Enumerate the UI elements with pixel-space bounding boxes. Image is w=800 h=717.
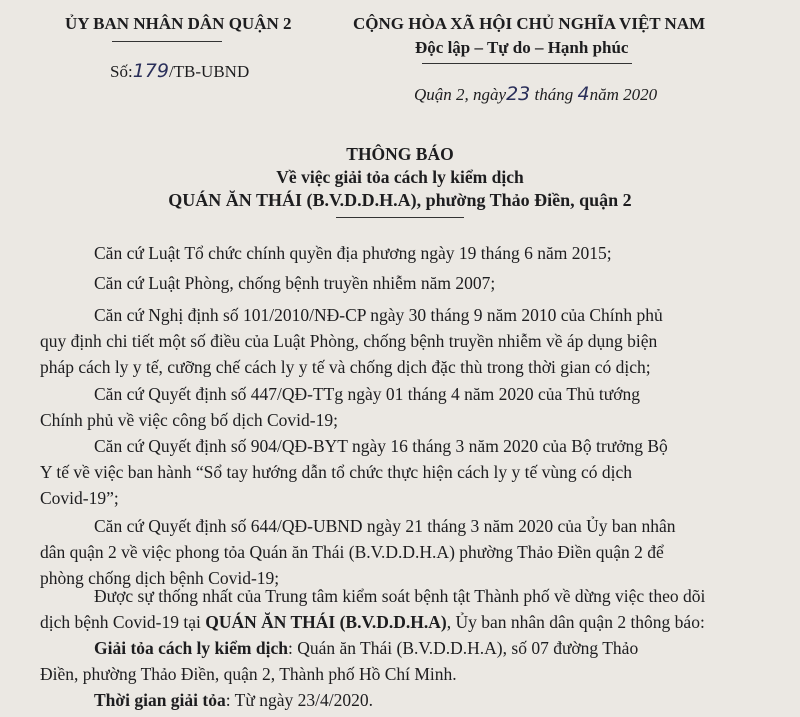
paragraph-legal-basis-3 <box>40 302 762 380</box>
release-line1: : Quán ăn Thái (B.V.D.D.H.A), số 07 đường Thảo <box>287 638 639 658</box>
paragraph-legal-basis-1 <box>40 240 762 266</box>
doc-no-prefix: Số: <box>110 62 133 81</box>
month-label: tháng <box>534 85 574 104</box>
notice-heading: THÔNG BÁO <box>346 144 454 164</box>
p7-line1: Được sự thống nhất của Trung tâm kiểm soát bệnh tật Thành phố về dừng việc theo dõi <box>94 586 706 606</box>
p5-line2: Y tế về việc ban hành “Sổ tay hướng dẫn tổ chức thực hiện cách ly y tế vùng có dịch <box>40 462 633 482</box>
p1-text: Căn cứ Luật Tổ chức chính quyền địa phương ngày 19 tháng 6 năm 2015; <box>94 243 612 263</box>
doc-no-handwritten: 179 <box>132 60 169 82</box>
motto-underline <box>422 63 632 64</box>
month-handwritten: 4 <box>577 83 590 105</box>
p6-line2: dân quận 2 về việc phong tỏa Quán ăn Thái (B.V.D.D.H.A) phường Thảo Điền quận 2 để <box>40 542 664 562</box>
p3-line3: pháp cách ly y tế, cưỡng chế cách ly y tế và chống dịch đặc thù trong thời gian có dịch; <box>40 357 651 377</box>
p2-text: Căn cứ Luật Phòng, chống bệnh truyền nhiễm năm 2007; <box>94 273 496 293</box>
paragraph-agreement <box>40 583 762 635</box>
agency-name: ỦY BAN NHÂN DÂN QUẬN 2 <box>65 14 292 33</box>
p5-line1: Căn cứ Quyết định số 904/QĐ-BYT ngày 16 tháng 3 năm 2020 của Bộ trưởng Bộ <box>94 436 668 456</box>
release-time-text: : Từ ngày 23/4/2020. <box>225 690 373 710</box>
paragraph-legal-basis-2 <box>40 270 762 296</box>
nation-title: CỘNG HÒA XÃ HỘI CHỦ NGHĨA VIỆT NAM <box>353 14 706 33</box>
p4-line2: Chính phủ về việc công bố dịch Covid-19; <box>40 410 338 430</box>
agency-underline <box>112 41 222 42</box>
p4-line1: Căn cứ Quyết định số 447/QĐ-TTg ngày 01 tháng 4 năm 2020 của Thủ tướng <box>94 384 641 404</box>
title-underline <box>336 217 464 218</box>
paragraph-legal-basis-4 <box>40 381 762 433</box>
p6-line3: phòng chống dịch bệnh Covid-19; <box>40 568 280 588</box>
p6-line1: Căn cứ Quyết định số 644/QĐ-UBND ngày 21 tháng 3 năm 2020 của Ủy ban nhân <box>94 516 676 536</box>
national-motto: Độc lập – Tự do – Hạnh phúc <box>415 38 629 57</box>
p7-line2-c: , Ủy ban nhân dân quận 2 thông báo: <box>446 612 705 632</box>
document-number <box>110 60 249 82</box>
p7-line2-a: dịch bệnh Covid-19 tại <box>40 612 206 632</box>
paragraph-legal-basis-5 <box>40 433 762 511</box>
p3-line2: quy định chi tiết một số điều của Luật Phòng, chống bệnh truyền nhiễm về áp dụng biện <box>40 331 658 351</box>
p3-line1: Căn cứ Nghị định số 101/2010/NĐ-CP ngày 30 tháng 9 năm 2010 của Chính phủ <box>94 305 663 325</box>
p5-line3: Covid-19”; <box>40 488 119 508</box>
notice-subject: Về việc giải tỏa cách ly kiểm dịch <box>276 167 524 187</box>
doc-no-suffix: /TB-UBND <box>168 62 250 81</box>
p7-line2-bold: QUÁN ĂN THÁI (B.V.D.D.H.A) <box>205 612 447 632</box>
paragraph-legal-basis-6 <box>40 513 762 591</box>
paragraph-release <box>40 635 762 687</box>
place-date-prefix: Quận 2, ngày <box>414 85 507 104</box>
paragraph-release-time <box>40 687 762 713</box>
release-label: Giải tỏa cách ly kiểm dịch <box>94 638 288 658</box>
place-date <box>414 83 657 105</box>
release-line2: Điền, phường Thảo Điền, quận 2, Thành phố Hồ Chí Minh. <box>40 664 457 684</box>
notice-subject-target: QUÁN ĂN THÁI (B.V.D.D.H.A), phường Thảo Điền, quận 2 <box>168 190 632 210</box>
day-handwritten: 23 <box>506 83 531 105</box>
release-time-label: Thời gian giải tỏa <box>94 690 226 710</box>
year-label: năm 2020 <box>589 85 658 104</box>
